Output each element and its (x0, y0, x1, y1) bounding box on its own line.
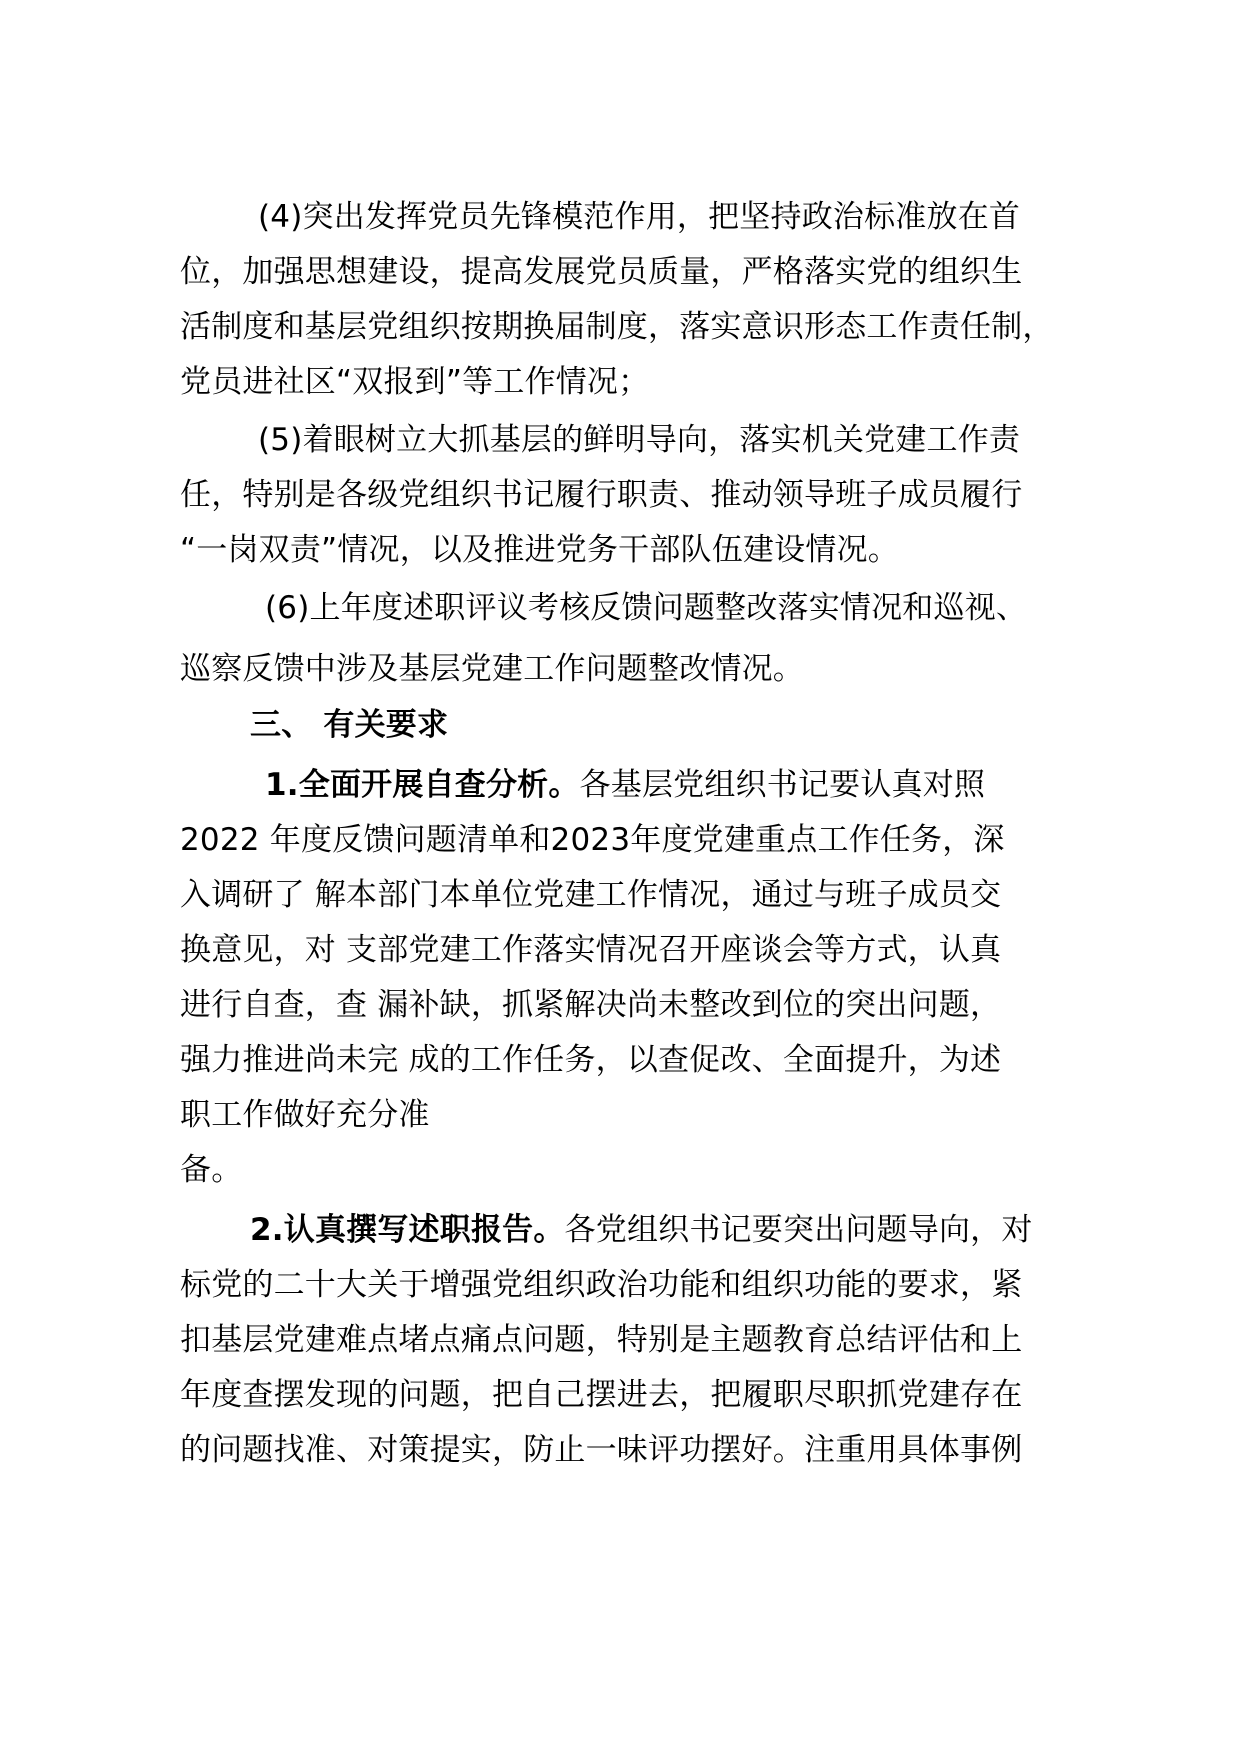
paragraph-5-line-3: “一岗双责”情况，以及推进党务干部队伍建设情况。 (180, 532, 899, 568)
paragraph-4-line-3: 活制度和基层党组织按期换届制度，落实意识形态工作责任制， (180, 309, 1054, 345)
paragraph-4-line-2: 位，加强思想建设，提高发展党员质量，严格落实党的组织生 (180, 254, 1023, 290)
requirement-1-line-7: 职工作做好充分准 (180, 1097, 430, 1133)
requirement-2-line-4: 年度查摆发现的问题，把自己摆进去，把履职尽职抓党建存在 (180, 1377, 1023, 1413)
section-heading: 三、 有关要求 (250, 707, 449, 743)
paragraph-5-line-2: 任，特别是各级党组织书记履行职责、推动领导班子成员履行 (180, 477, 1023, 513)
requirement-1-line-6: 强力推进尚未完 成的工作任务，以查促改、全面提升，为述 (180, 1042, 1002, 1078)
requirement-1-line-3: 入调研了 解本部门本单位党建工作情况，通过与班子成员交 (180, 877, 1002, 913)
requirement-1-line-8: 备。 (180, 1152, 243, 1188)
paragraph-4-line-4: 党员进社区“双报到”等工作情况； (180, 364, 650, 400)
paragraph-4-line-1: (4)突出发挥党员先锋模范作用，把坚持政治标准放在首 (258, 199, 1021, 235)
requirement-2-text: 各党组织书记要突出问题导向，对 (564, 1212, 1033, 1248)
requirement-2-line-5: 的问题找准、对策提实，防止一味评功摆好。注重用具体事例 (180, 1432, 1023, 1468)
requirement-2-line-2: 标党的二十大关于增强党组织政治功能和组织功能的要求，紧 (180, 1267, 1023, 1303)
paragraph-6-line-2: 巡察反馈中涉及基层党建工作问题整改情况。 (180, 651, 804, 687)
requirement-2-title: 2.认真撰写述职报告。 (250, 1212, 565, 1248)
requirement-2-line-3: 扣基层党建难点堵点痛点问题，特别是主题教育总结评估和上 (180, 1322, 1023, 1358)
requirement-1-line-4: 换意见，对 支部党建工作落实情况召开座谈会等方式，认真 (180, 932, 1002, 968)
requirement-1-text: 各基层党组织书记要认真对照 (579, 767, 986, 803)
paragraph-6-line-1: (6)上年度述职评议考核反馈问题整改落实情况和巡视、 (265, 590, 1028, 626)
requirement-1-line-2: 2022 年度反馈问题清单和2023年度党建重点工作任务，深 (180, 822, 1005, 858)
requirement-1-title: 1.全面开展自查分析。 (265, 767, 580, 803)
requirement-1-line-1 (265, 765, 985, 805)
paragraph-5-line-1: (5)着眼树立大抓基层的鲜明导向，落实机关党建工作责 (258, 422, 1021, 458)
requirement-2-line-1 (250, 1210, 1033, 1250)
requirement-1-line-5: 进行自查，查 漏补缺，抓紧解决尚未整改到位的突出问题， (180, 987, 1002, 1023)
